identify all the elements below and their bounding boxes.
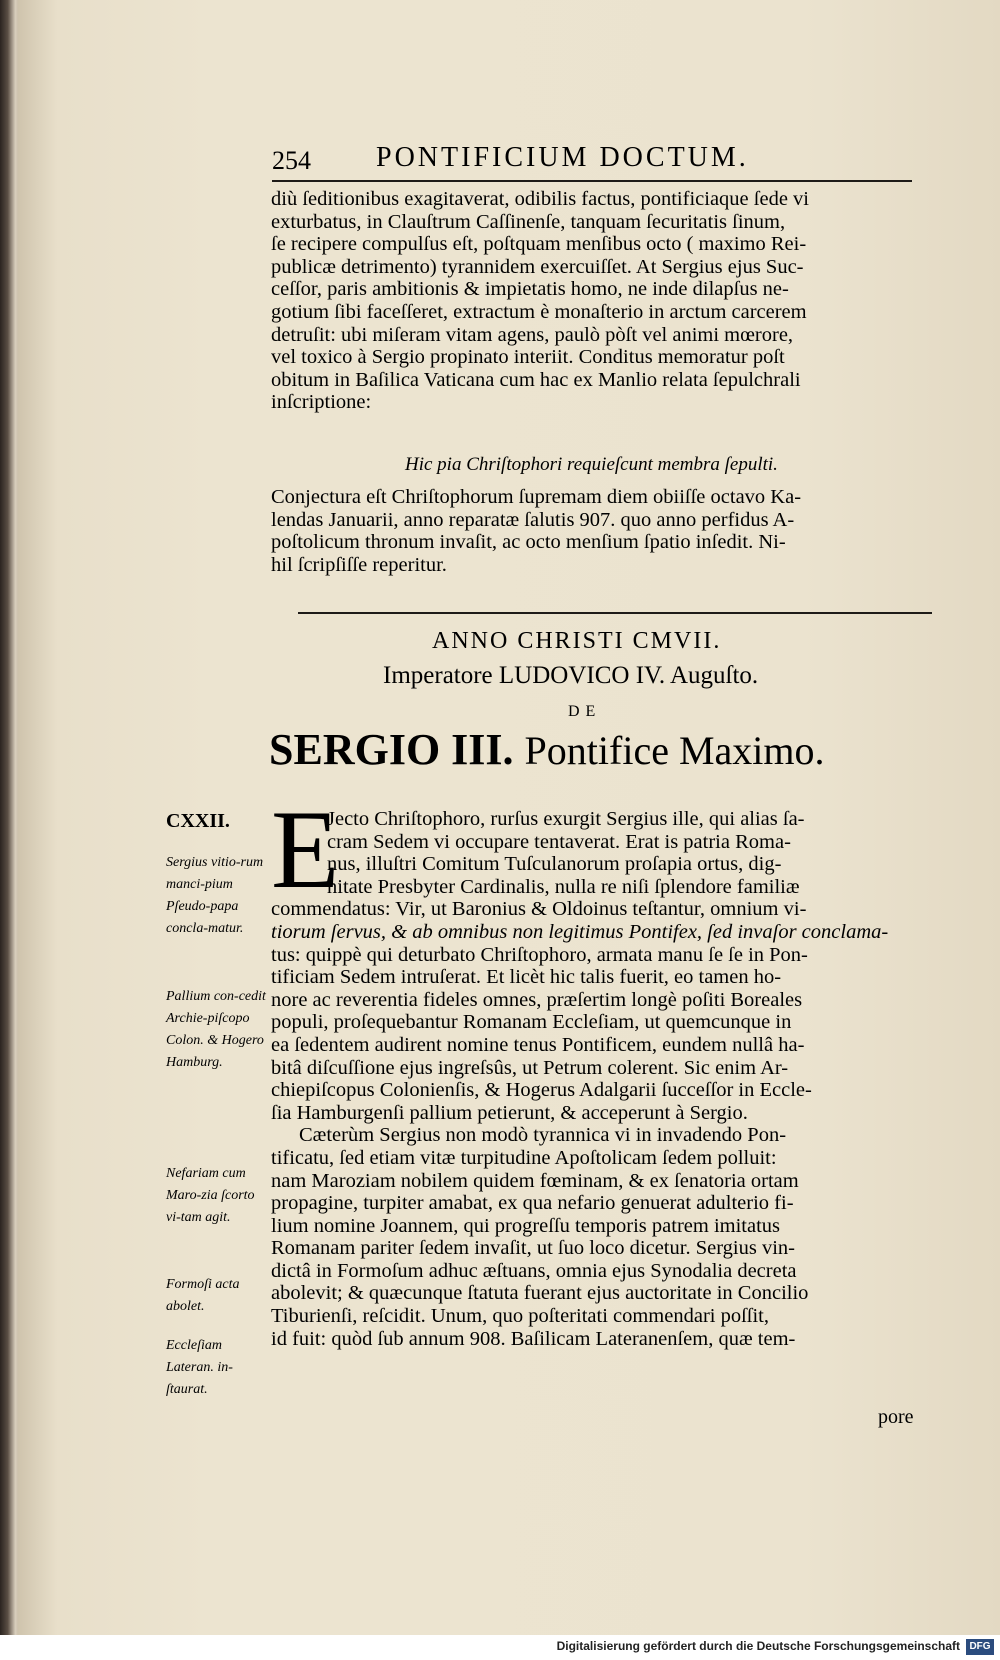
footer-bar bbox=[0, 1635, 1000, 1660]
text-line: bitâ diſcuſſione ejus ingreſsûs, ut Petrum colerent. Sic enim Ar- bbox=[271, 1056, 789, 1079]
text-line: Tiburienſi, reſcidit. Unum, quo poſteritati commendari poſſit, bbox=[271, 1305, 770, 1328]
text-line: tificiam Sedem intruſerat. Et licèt hic talis fuerit, eo tamen ho- bbox=[271, 966, 782, 989]
section-title-rest: Pontifice Maximo. bbox=[524, 728, 825, 773]
text-line: detruſit: ubi miſeram vitam agens, paulò pòſt vel animi mœrore, bbox=[271, 323, 794, 346]
running-head: PONTIFICIUM DOCTUM. bbox=[376, 142, 749, 173]
text-line: tiorum ſervus, & ab omnibus non legitimus Pontifex, ſed invaſor conclama- bbox=[271, 920, 889, 943]
text-line: ceſſor, paris ambitionis & impietatis homo, ne inde dilapſus ne- bbox=[271, 278, 789, 301]
footer-credit: Digitalisierung gefördert durch die Deutsche Forschungsgemeinschaft bbox=[556, 1639, 960, 1653]
text-line: lium nomine Joannem, qui progreſſu temporis patrem imitatus bbox=[271, 1214, 780, 1237]
text-line: id fuit: quòd ſub annum 908. Baſilicam Lateranenſem, quæ tem- bbox=[271, 1327, 796, 1350]
page-number: 254 bbox=[272, 146, 311, 175]
marginal-note: Formoſi acta abolet. bbox=[166, 1277, 240, 1314]
text-line: nus, illuſtri Comitum Tuſculanorum proſapia ortus, dig- bbox=[327, 853, 782, 876]
text-line: abolevit; & quæcunque ſtatuta fuerant ejus auctoritate in Concilio bbox=[271, 1282, 809, 1305]
text-line: nore ac reverentia fideles omnes, præſertim longè poſiti Boreales bbox=[271, 988, 803, 1011]
text-line: ſe recipere compulſus eſt, poſtquam menſibus octo ( maximo Rei- bbox=[271, 233, 807, 256]
text-line: publicæ detrimento) tyrannidem exercuiſſet. At Sergius ejus Suc- bbox=[271, 255, 804, 278]
text-line: exturbatus, in Clauſtrum Caſſinenſe, tanquam ſecuritatis ſinum, bbox=[271, 210, 786, 233]
text-line: inſcriptione: bbox=[271, 391, 372, 414]
conjectura-paragraph bbox=[271, 486, 916, 576]
text-line: nitate Presbyter Cardinalis, nulla re niſi ſplendore familiæ bbox=[327, 875, 800, 898]
text-line: dictâ in Formoſum adhuc æſtuans, omnia ejus Synodalia decreta bbox=[271, 1259, 797, 1282]
text-line: nam Maroziam nobilem quidem fœminam, & ex ſenatoria ortam bbox=[271, 1169, 799, 1192]
section-title bbox=[269, 724, 825, 775]
text-line: Jecto Chriſtophoro, rurſus exurgit Sergius ille, qui alias ſa- bbox=[327, 808, 805, 830]
section-divider bbox=[298, 612, 932, 614]
text-line: Conjectura eſt Chriſtophorum ſupremam diem obiiſſe octavo Ka- bbox=[271, 486, 802, 508]
text-line: cram Sedem vi occupare tentaverat. Erat is patria Roma- bbox=[327, 830, 791, 853]
text-line: chiepiſcopus Colonienſis, & Hogerus Adalgarii ſucceſſor in Eccle- bbox=[271, 1079, 812, 1102]
text-line: tus: quippè qui deturbato Chriſtophoro, armata manu ſe ſe in Pon- bbox=[271, 943, 808, 966]
section-body bbox=[271, 808, 916, 1350]
section-number: CXXII. bbox=[166, 810, 230, 832]
text-line: tificatu, ſed etiam vitæ turpitudine Apoſtolicam ſedem polluit: bbox=[271, 1146, 777, 1169]
catchword: pore bbox=[878, 1406, 914, 1428]
text-line: ea ſedentem audirent nomine tenus Pontificem, eundem nullâ ha- bbox=[271, 1033, 805, 1056]
epitaph-line: Hic pia Chriſtophori requieſcunt membra ſepulti. bbox=[405, 454, 778, 475]
text-line: vel toxico à Sergio propinato interiit. Conditus memoratur poſt bbox=[271, 346, 785, 369]
anno-heading: ANNO CHRISTI CMVII. bbox=[432, 628, 722, 654]
text-line: gotium ſibi faceſſeret, extractum è monaſterio in arctum carcerem bbox=[271, 300, 807, 323]
page-header bbox=[272, 138, 892, 178]
marginal-note: Eccleſiam Lateran. in-ſtaurat. bbox=[166, 1338, 233, 1397]
text-line: poſtolicum thronum invaſit, ac octo menſium ſpatio inſedit. Ni- bbox=[271, 531, 786, 554]
text-line: hil ſcripſiſſe reperitur. bbox=[271, 553, 447, 576]
marginal-note: Nefariam cum Maro-zia ſcorto vi-tam agit. bbox=[166, 1166, 255, 1225]
text-line: obitum in Baſilica Vaticana cum hac ex Manlio relata ſepulchrali bbox=[271, 368, 801, 391]
de-heading: DE bbox=[568, 703, 602, 720]
text-line: lendas Januarii, anno reparatæ ſalutis 907. quo anno perfidus A- bbox=[271, 508, 795, 531]
text-line: Cæterùm Sergius non modò tyrannica vi in invadendo Pon- bbox=[299, 1124, 787, 1147]
marginal-note: Sergius vitio-rum manci-pium Pſeudo-papa concla-matur. bbox=[166, 855, 264, 936]
header-rule bbox=[272, 180, 912, 182]
text-line: propagine, turpiter amabat, ex qua nefario genuerat adulterio fi- bbox=[271, 1192, 794, 1215]
text-line: commendatus: Vir, ut Baronius & Oldoinus teſtantur, omnium vi- bbox=[271, 898, 807, 921]
text-line: diù ſeditionibus exagitaverat, odibilis factus, pontificiaque ſede vi bbox=[271, 188, 809, 210]
top-paragraph bbox=[271, 188, 916, 414]
section-title-bold: SERGIO III. bbox=[269, 725, 514, 774]
text-line: populi, proſequebantur Romanam Eccleſiam, ut quemcunque in bbox=[271, 1011, 792, 1034]
text-line: Romanam pariter ſedem invaſit, ut ſuo loco dicetur. Sergius vin- bbox=[271, 1237, 795, 1260]
drop-cap: E bbox=[271, 788, 340, 912]
text-line: ſia Hamburgenſi pallium petierunt, & acceperunt à Sergio. bbox=[271, 1101, 748, 1124]
marginal-note: Pallium con-cedit Archie-piſcopo Colon. & Hogero Hamburg. bbox=[166, 989, 266, 1070]
dfg-logo: DFG bbox=[966, 1639, 994, 1655]
imperatore-heading: Imperatore LUDOVICO IV. Auguſto. bbox=[383, 662, 759, 689]
